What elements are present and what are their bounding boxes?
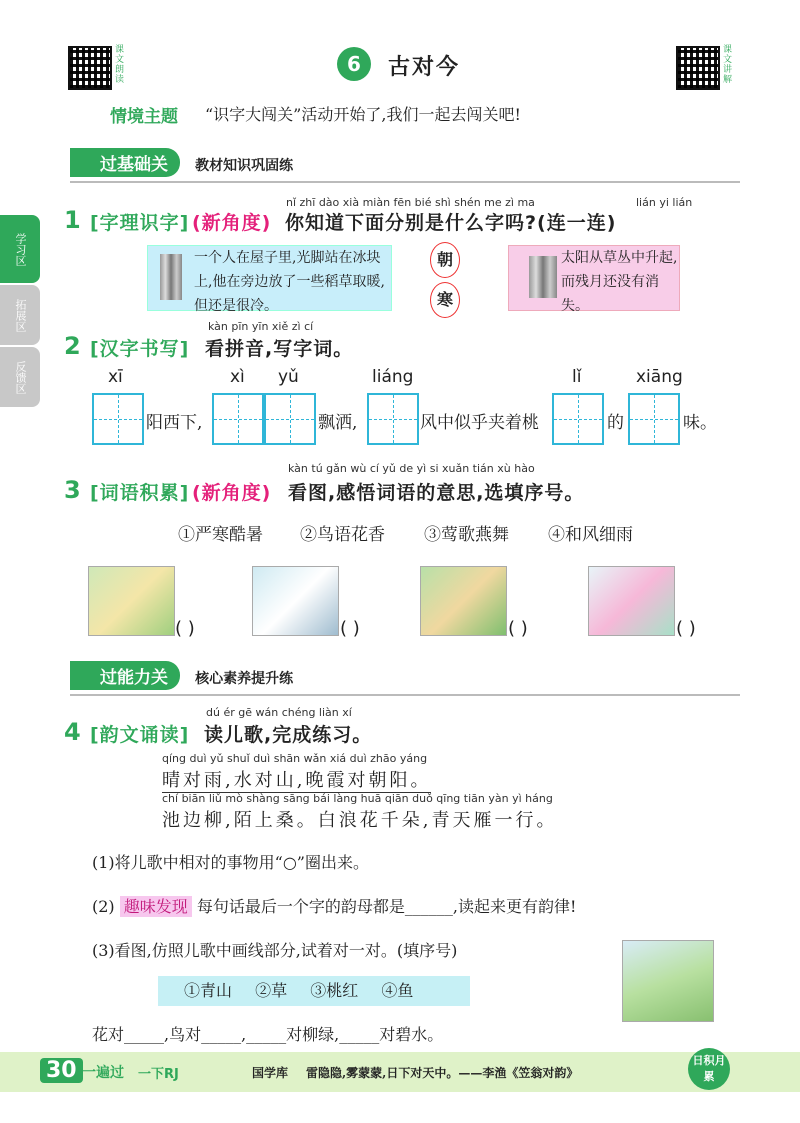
q1-pinyin2: lián yi lián (636, 196, 693, 209)
sidebar-tab-label: 学习区 (14, 232, 27, 266)
card-image (160, 254, 182, 300)
q1-char-bottom[interactable]: 寒 (430, 282, 460, 318)
qr-right-label: 课文讲解 (721, 44, 731, 84)
q3-new-tag: (新角度) (192, 482, 272, 504)
sidebar-tab-study[interactable] (0, 215, 40, 283)
q3-text: 看图,感悟词语的意思,选填序号。 (288, 482, 585, 504)
q4-option: ③桃红 (310, 981, 359, 1000)
q3-option: ④和风细雨 (548, 525, 633, 545)
sidebar-tab-feedback[interactable] (0, 347, 40, 407)
lesson-title: 古对今 (388, 55, 461, 80)
q3-picture-3 (420, 566, 507, 636)
q3-number: 3 (64, 476, 81, 504)
q4-sub3: (3)看图,仿照儿歌中画线部分,试着对一对。(填序号) (92, 941, 458, 960)
q4-number: 4 (64, 718, 81, 746)
q3-picture-4 (588, 566, 675, 636)
q3-tag: [词语积累] (90, 482, 190, 504)
q2-pinyin: kàn pīn yīn xiě zì cí (208, 320, 314, 333)
write-box[interactable] (264, 393, 316, 445)
lesson-number-badge: 6 (337, 47, 371, 81)
write-box[interactable] (628, 393, 680, 445)
pinyin-liang: liáng (372, 367, 414, 387)
answer-paren[interactable]: ( ) (340, 618, 360, 639)
poem-line2-pinyin: chí biān liǔ mò shàng sāng bái làng huā qiān duǒ qīng tiān yàn yì háng (162, 792, 553, 805)
q4-pinyin: dú ér gē wán chéng liàn xí (206, 706, 352, 719)
poem-line1-pinyin: qíng duì yǔ shuǐ duì shān wǎn xiá duì zhāo yáng (162, 752, 428, 765)
pinyin-xi2: xì (230, 367, 245, 387)
q1-char-top[interactable]: 朝 (430, 242, 460, 278)
qr-code-right[interactable] (676, 46, 720, 90)
q4-option: ①青山 (184, 981, 233, 1000)
section-ability-header (70, 661, 740, 689)
pinyin-yu: yǔ (278, 367, 299, 387)
q4-tag: [韵文诵读] (90, 724, 190, 746)
q2-tag: [汉字书写] (90, 338, 190, 360)
qr-code-left[interactable] (68, 46, 112, 90)
sidebar-tab-label: 反馈区 (14, 360, 27, 394)
grade-label: 一下RJ (138, 1067, 179, 1082)
q3-option: ③莺歌燕舞 (424, 525, 509, 545)
daily-stamp: 日积月累 (688, 1048, 730, 1090)
q2-number: 2 (64, 332, 81, 360)
footer-quote: 雷隐隐,雾蒙蒙,日下对天中。——李渔《笠翁对韵》 (306, 1066, 579, 1080)
q4-sub2 (92, 894, 576, 917)
fill-text: 味。 (683, 413, 717, 433)
q2-text: 看拼音,写字词。 (205, 338, 354, 360)
section-basic-header (70, 148, 740, 176)
q1-text: 你知道下面分别是什么字吗?(连一连) (285, 212, 617, 234)
answer-paren[interactable]: ( ) (508, 618, 528, 639)
pinyin-li: lǐ (572, 367, 582, 387)
fill-text: 风中似乎夹着桃 (420, 413, 539, 433)
q1-number: 1 (64, 206, 81, 234)
q4-sub1: (1)将儿歌中相对的事物用“○”圈出来。 (92, 853, 369, 872)
sidebar-tab-label: 拓展区 (14, 298, 27, 332)
q1-card-left (147, 245, 392, 314)
sub2-prefix: (2) (92, 897, 115, 916)
q1-card-right (508, 245, 680, 314)
section-subtitle: 核心素养提升练 (195, 671, 294, 687)
write-box[interactable] (552, 393, 604, 445)
q4-option: ②草 (255, 981, 288, 1000)
q3-option: ①严寒酷暑 (178, 525, 263, 545)
section-title: 过基础关 (70, 148, 180, 177)
poem-line1: 晴对雨,水对山,晚霞对朝阳。 (162, 766, 431, 793)
write-box[interactable] (367, 393, 419, 445)
theme-label: 情境主题 (110, 107, 178, 127)
section-title: 过能力关 (70, 661, 180, 690)
section-subtitle: 教材知识巩固练 (195, 158, 294, 174)
theme-text: “识字大闯关”活动开始了,我们一起去闯关吧! (205, 105, 521, 124)
q3-pinyin: kàn tú gǎn wù cí yǔ de yì si xuǎn tián xù hào (288, 462, 535, 475)
card-text: 一个人在屋子里,光脚站在冰块上,他在旁边放了一些稻草取暖,但还是很冷。 (194, 250, 385, 314)
qr-left-label: 课文朗读 (113, 44, 123, 84)
card-image (529, 256, 557, 298)
q4-text: 读儿歌,完成练习。 (204, 724, 373, 746)
brand-name: 一遍过 (82, 1065, 124, 1081)
q4-options-box (158, 976, 470, 1006)
poem-line2: 池边柳,陌上桑。白浪花千朵,青天雁一行。 (162, 810, 558, 831)
q4-option: ④鱼 (381, 981, 414, 1000)
footer-lib-label: 国学库 (252, 1066, 289, 1080)
page-number: 30 (40, 1058, 83, 1083)
fill-text: 阳西下, (146, 413, 203, 433)
q3-option: ②鸟语花香 (300, 525, 385, 545)
q1-pinyin: nǐ zhī dào xià miàn fēn bié shì shén me zì ma (286, 196, 535, 209)
q1-new-tag: (新角度) (192, 212, 272, 234)
fun-discovery-tag: 趣味发现 (120, 896, 192, 917)
pinyin-xi: xī (108, 367, 123, 387)
q3-picture-1 (88, 566, 175, 636)
fill-text: 飘洒, (318, 413, 358, 433)
card-text: 太阳从草丛中升起,而残月还没有消失。 (561, 250, 678, 314)
fill-text: 的 (607, 413, 624, 433)
sidebar-tab-extend[interactable] (0, 285, 40, 345)
answer-paren[interactable]: ( ) (175, 618, 195, 639)
sub2-text: 每句话最后一个字的韵母都是______,读起来更有韵律! (196, 897, 577, 916)
answer-paren[interactable]: ( ) (676, 618, 696, 639)
write-box[interactable] (92, 393, 144, 445)
q4-picture (622, 940, 714, 1022)
write-box[interactable] (212, 393, 264, 445)
pinyin-xiang: xiāng (636, 367, 683, 387)
q4-fill-line[interactable]: 花对_____,鸟对_____,_____对柳绿,_____对碧水。 (92, 1025, 444, 1044)
q3-picture-2 (252, 566, 339, 636)
q1-tag: [字理识字] (90, 212, 190, 234)
